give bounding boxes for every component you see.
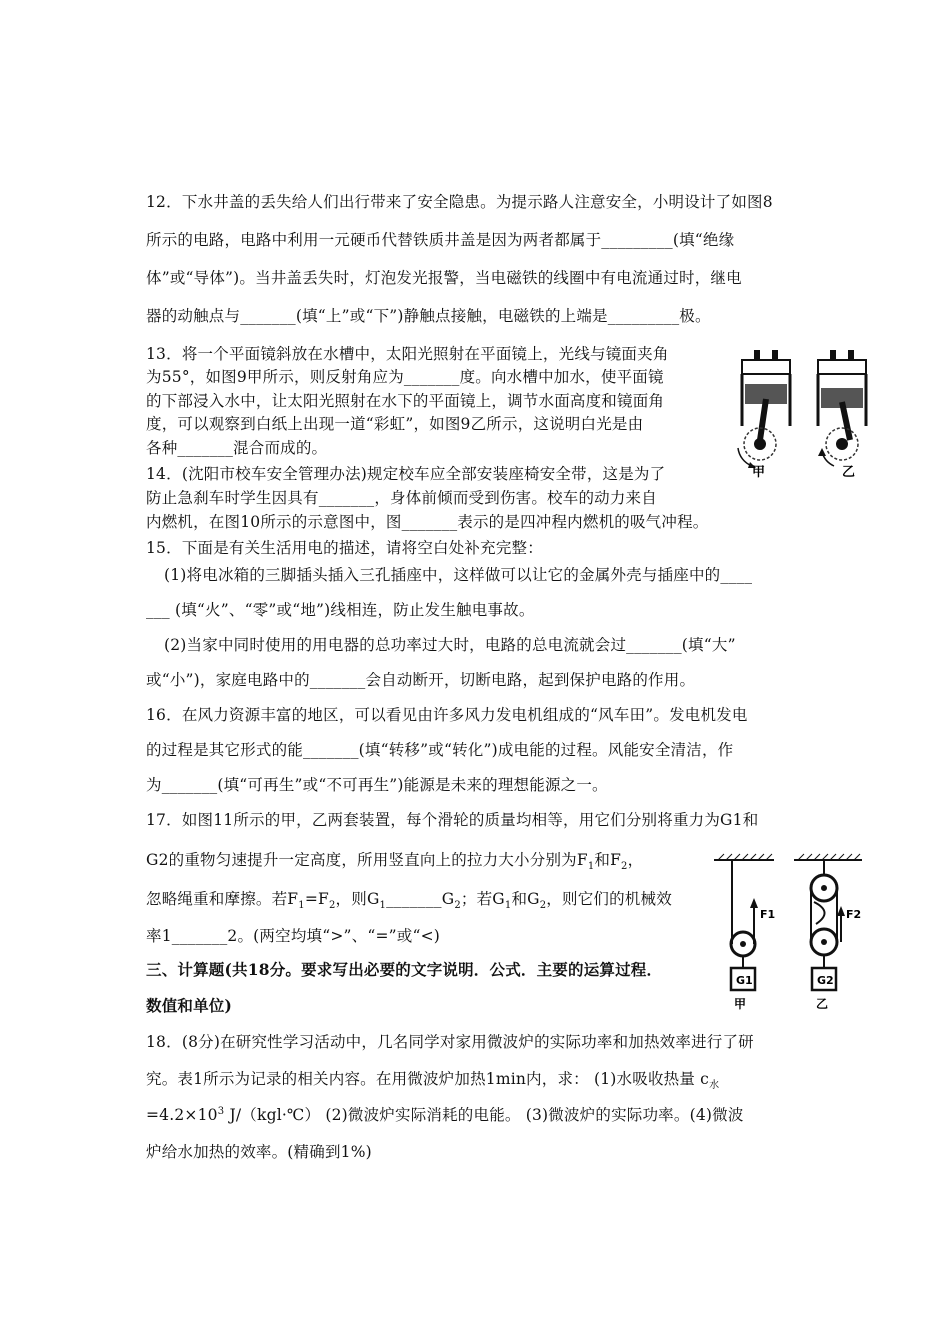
- pulley-right-diagram: [811, 860, 861, 1011]
- q15-line-2: (1)将电冰箱的三脚插头插入三孔插座中，这样做可以让它的金属外壳与插座中的____: [164, 566, 753, 584]
- q13-line-5: 各种_______混合而成的。: [146, 439, 328, 457]
- q14-line-3: 内燃机，在图10所示的示意图中，图_______表示的是四冲程内燃机的吸气冲程。: [146, 513, 709, 531]
- q13-line-3: 的下部浸入水中，让太阳光照射在水下的平面镜上，调节水面高度和镜面角: [146, 392, 665, 410]
- engine-right-label: 乙: [842, 465, 856, 480]
- q15-line-1: 15．下面是有关生活用电的描述，请将空白处补充完整：: [146, 539, 543, 557]
- q17-line-4: 率1_______2。(两空均填“>”、“=”或“<): [146, 927, 441, 945]
- q18-line-1: 18．(8分)在研究性学习活动中，几名同学对家用微波炉的实际功率和加热效率进行了研: [146, 1033, 754, 1051]
- f1-label: F1: [760, 908, 776, 921]
- engine-figure: [722, 344, 892, 480]
- q12-line-1: 12．下水井盖的丢失给人们出行带来了安全隐患。为提示路人注意安全，小明设计了如图8: [146, 193, 773, 211]
- q16-line-1: 16．在风力资源丰富的地区，可以看见由许多风力发电机组成的“风车田”。发电机发电: [146, 706, 748, 724]
- q18-line-4: 炉给水加热的效率。(精确到1%): [146, 1143, 372, 1161]
- q15-line-3: ___ (填“火”、“零”或“地”)线相连，防止发生触电事故。: [146, 601, 535, 619]
- q13-line-4: 度，可以观察到白纸上出现一道“彩虹”，如图9乙所示，这说明白光是由: [146, 415, 644, 433]
- pulley-left-label: 甲: [734, 997, 747, 1011]
- q17-line-3: 忽略绳重和摩擦。若$F_1=F_2$，则$G_1\_\_\_\_\_\_\_G_2$；若$G_1$和$G_2$，则它们的机械效: [146, 890, 672, 912]
- engine-right-diagram: [818, 350, 866, 466]
- engine-left-diagram: [738, 350, 790, 468]
- q16-line-2: 的过程是其它形式的能_______(填“转移”或“转化”)成电能的过程。风能安全清洁，作: [146, 741, 734, 759]
- q12-line-2: 所示的电路，电路中利用一元硬币代替铁质井盖是因为两者都属于_________(填“绝缘: [146, 231, 735, 249]
- q14-line-1: 14．(沈阳市校车安全管理办法)规定校车应全部安装座椅安全带，这是为了: [146, 465, 666, 483]
- f2-label: F2: [846, 908, 862, 921]
- q17-line-2: G2的重物匀速提升一定高度，所用竖直向上的拉力大小分别为$F_1$和$F_2$，: [146, 851, 644, 873]
- q14-line-2: 防止急刹车时学生因具有_______，身体前倾而受到伤害。校车的动力来自: [146, 489, 657, 507]
- q17-line-1: 17．如图11所示的甲，乙两套装置，每个滑轮的质量均相等，用它们分别将重力为G1和: [146, 811, 759, 829]
- q12-line-3: 体”或“导体”)。当井盖丢失时，灯泡发光报警，当电磁铁的线圈中有电流通过时，继电: [146, 269, 742, 287]
- pulley-right-label: 乙: [816, 997, 829, 1011]
- q16-line-3: 为_______(填“可再生”或“不可再生”)能源是未来的理想能源之一。: [146, 776, 608, 794]
- q15-line-4: (2)当家中同时使用的用电器的总功率过大时，电路的总电流就会过_______(填“大”: [164, 636, 736, 654]
- g1-label: G1: [736, 974, 753, 987]
- section3-title-line-2: 数值和单位): [146, 996, 233, 1015]
- q13-line-2: 为55°，如图9甲所示，则反射角应为_______度。向水槽中加水，使平面镜: [146, 368, 664, 386]
- engine-left-label: 甲: [752, 465, 766, 480]
- g2-label: G2: [817, 974, 834, 987]
- pulley-figure: [710, 852, 880, 1012]
- section3-title-line-1: 三、计算题(共18分。要求写出必要的文字说明．公式．主要的运算过程．: [146, 960, 663, 979]
- q15-line-5: 或“小”)，家庭电路中的_______会自动断开，切断电路，起到保护电路的作用。: [146, 671, 696, 689]
- q18-line-3: $=4.2\times 10^3$ J/（kgl·℃） (2)微波炉实际消耗的电能。 (3)微波炉的实际功率。(4)微波: [146, 1105, 744, 1124]
- pulley-left-diagram: [731, 860, 775, 1011]
- q13-line-1: 13．将一个平面镜斜放在水槽中，太阳光照射在平面镜上，光线与镜面夹角: [146, 345, 669, 363]
- q18-line-2: 究。表1所示为记录的相关内容。在用微波炉加热1min内，求： (1)水吸收热量 $c_水$: [146, 1070, 720, 1092]
- q12-line-4: 器的动触点与_______(填“上”或“下”)静触点接触，电磁铁的上端是_________极。: [146, 307, 711, 325]
